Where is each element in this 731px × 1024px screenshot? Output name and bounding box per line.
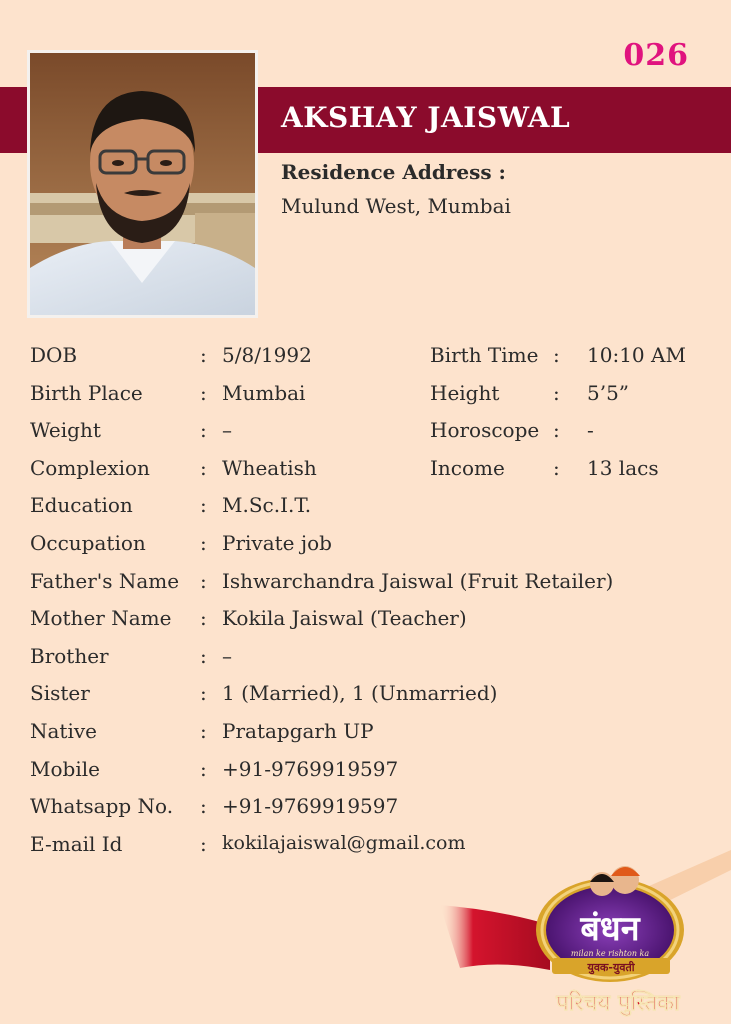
candidate-name: AKSHAY JAISWAL [281, 101, 571, 134]
detail-separator: : [200, 756, 207, 781]
detail-separator: : [200, 681, 207, 706]
detail-separator: : [200, 606, 207, 631]
detail-row-brother [30, 639, 720, 677]
detail-label: Birth Place [30, 380, 143, 405]
details-table [30, 338, 720, 864]
detail-separator: : [200, 568, 207, 593]
detail-value: +91-9769919597 [222, 756, 399, 781]
detail-label: Father's Name [30, 568, 180, 593]
detail-row-complexion [30, 451, 720, 489]
detail-value: 1 (Married), 1 (Unmarried) [222, 681, 498, 706]
detail-separator: : [200, 493, 207, 518]
detail-value: M.Sc.I.T. [222, 493, 312, 518]
detail-label: DOB [30, 343, 78, 367]
detail-label: Complexion [30, 455, 150, 480]
detail-value-secondary: - [587, 418, 594, 443]
detail-label: Weight [30, 418, 101, 443]
detail-separator: : [200, 794, 207, 819]
detail-separator: : [200, 343, 207, 367]
detail-value: Wheatish [222, 455, 317, 480]
detail-label-secondary: Income [430, 455, 505, 480]
detail-label: Occupation [30, 530, 146, 555]
detail-value: – [222, 418, 232, 443]
detail-separator: : [200, 380, 207, 405]
detail-row-weight [30, 413, 720, 451]
detail-value: +91-9769919597 [222, 794, 399, 819]
detail-label: Native [30, 718, 97, 743]
detail-label-secondary: Horoscope [430, 418, 540, 443]
detail-separator: : [200, 455, 207, 480]
address-label: Residence Address : [281, 160, 506, 184]
logo-footer: परिचय पुस्तिका [556, 991, 680, 1016]
profile-number: 026 [623, 38, 689, 73]
detail-row-mother-name [30, 601, 720, 639]
detail-separator: : [200, 418, 207, 443]
detail-label: Whatsapp No. [30, 794, 174, 819]
detail-row-sister [30, 676, 720, 714]
detail-row-occupation [30, 526, 720, 564]
detail-value: Kokila Jaiswal (Teacher) [222, 606, 467, 631]
detail-label: Education [30, 493, 133, 518]
detail-label: Sister [30, 681, 90, 706]
detail-value-secondary: 13 lacs [587, 455, 659, 480]
detail-separator: : [200, 530, 207, 555]
detail-value: kokilajaiswal@gmail.com [222, 831, 466, 854]
detail-label-secondary: Height [430, 380, 500, 405]
detail-separator-secondary: : [553, 455, 560, 480]
detail-row-father-name [30, 564, 720, 602]
detail-label: E-mail Id [30, 831, 123, 856]
detail-row-mobile [30, 752, 720, 790]
bandhan-logo [440, 850, 731, 1024]
detail-label: Mother Name [30, 606, 172, 631]
detail-value: Ishwarchandra Jaiswal (Fruit Retailer) [222, 568, 614, 593]
detail-value-secondary: 10:10 AM [587, 343, 686, 367]
detail-separator: : [200, 831, 207, 856]
logo-subtitle: युवक-युवती [587, 961, 635, 974]
logo-tagline: milan ke rishton ka [570, 949, 650, 958]
detail-separator: : [200, 718, 207, 743]
logo-emblem [440, 850, 731, 1024]
detail-row-whatsapp [30, 789, 720, 827]
address-value: Mulund West, Mumbai [281, 194, 511, 218]
detail-value: Pratapgarh UP [222, 718, 374, 743]
detail-separator: : [200, 643, 207, 668]
detail-row-education [30, 488, 720, 526]
detail-row-birth-place [30, 376, 720, 414]
detail-value: Private job [222, 530, 332, 555]
detail-row-native [30, 714, 720, 752]
detail-separator-secondary: : [553, 343, 560, 367]
detail-label: Brother [30, 643, 109, 668]
logo-title: बंधन [580, 909, 640, 949]
detail-value: 5/8/1992 [222, 343, 312, 367]
detail-value: – [222, 643, 232, 668]
person-photo-illustration [30, 53, 255, 315]
detail-label: Mobile [30, 756, 100, 781]
detail-separator-secondary: : [553, 418, 560, 443]
profile-photo [27, 50, 258, 318]
detail-value-secondary: 5’5” [587, 380, 630, 405]
detail-separator-secondary: : [553, 380, 560, 405]
detail-label-secondary: Birth Time [430, 343, 539, 367]
detail-value: Mumbai [222, 380, 306, 405]
detail-row-dob [30, 338, 720, 376]
